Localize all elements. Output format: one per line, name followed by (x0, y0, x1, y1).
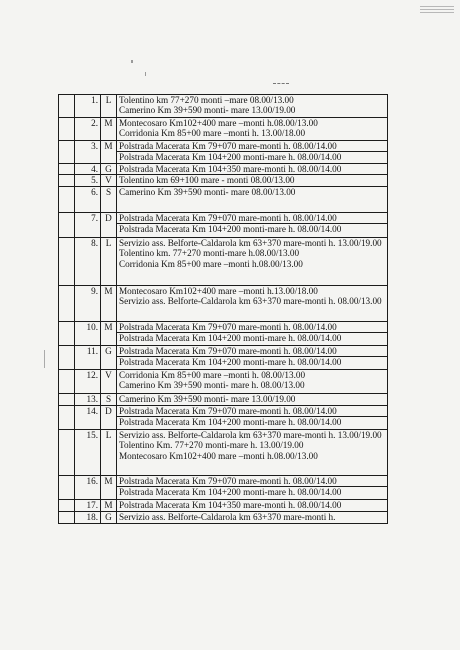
row-number: 16. (75, 476, 101, 500)
row-number: 1. (75, 95, 101, 118)
weekday-letter: M (101, 286, 117, 322)
service-line: Corridonia Km 85+00 mare –monti h. 08.00/13.00 (119, 370, 306, 381)
blank-cell (59, 370, 75, 394)
service-line: Camerino Km 39+590 monti- mare 13.00/19.00 (119, 394, 296, 405)
service-entries (117, 370, 388, 394)
dashed-tick-mark (273, 83, 289, 86)
service-entries (117, 322, 388, 346)
service-entries (117, 430, 388, 476)
service-line: Polstrada Macerata Km 79+070 mare-monti h. 08.00/14.00 (119, 406, 337, 417)
weekday-letter: G (101, 346, 117, 370)
weekday-letter: D (101, 213, 117, 238)
schedule-row (59, 164, 388, 175)
blank-cell (59, 164, 75, 175)
service-line: Servizio ass. Belforte-Caldarola km 63+370 mare-monti h. 13.00/19.00 (119, 238, 382, 249)
schedule-row (59, 322, 388, 346)
weekday-letter: M (101, 141, 117, 164)
schedule-body (59, 95, 388, 524)
service-entries (117, 476, 388, 500)
service-line: Polstrada Macerata Km 104+200 monti-mare h. 08.00/14.00 (119, 224, 342, 235)
service-line: Montecosaro Km102+400 mare –monti h.08.00/13.00 (119, 450, 318, 461)
service-entries (117, 394, 388, 406)
row-number: 2. (75, 118, 101, 141)
weekday-letter: G (101, 512, 117, 524)
service-line: Servizio ass. Belforte-Caldarola km 63+370 mare-monti h. 08.00/13.00 (119, 296, 382, 307)
service-entries (117, 500, 388, 512)
blank-cell (59, 213, 75, 238)
schedule-table (58, 94, 388, 524)
row-number: 13. (75, 394, 101, 406)
service-entries (117, 238, 388, 286)
weekday-letter: V (101, 370, 117, 394)
service-entries (117, 95, 388, 118)
schedule-row (59, 95, 388, 118)
service-line: Servizio ass. Belforte-Caldarola km 63+370 mare-monti h. 13.00/19.00 (119, 430, 382, 441)
schedule-row (59, 406, 388, 430)
weekday-letter: G (101, 164, 117, 175)
weekday-letter: L (101, 238, 117, 286)
blank-cell (59, 322, 75, 346)
row-number: 10. (75, 322, 101, 346)
blank-cell (59, 95, 75, 118)
schedule-row (59, 500, 388, 512)
weekday-letter: L (101, 430, 117, 476)
row-number: 17. (75, 500, 101, 512)
service-line: Polstrada Macerata Km 79+070 mare-monti h. 08.00/14.00 (119, 322, 337, 333)
service-line: Corridonia Km 85+00 mare –monti h. 13.00/18.00 (119, 128, 306, 139)
service-line: Tolentino Km. 77+270 monti-mare h. 13.00/19.00 (119, 440, 304, 451)
weekday-letter: D (101, 406, 117, 430)
row-number: 14. (75, 406, 101, 430)
service-line: Polstrada Macerata Km 79+070 mare-monti h. 08.00/14.00 (119, 141, 337, 151)
service-line: Polstrada Macerata Km 104+200 monti-mare h. 08.00/14.00 (119, 417, 342, 428)
blank-cell (59, 476, 75, 500)
weekday-letter: S (101, 394, 117, 406)
blank-cell (59, 187, 75, 213)
service-entries (117, 164, 388, 175)
service-line: Polstrada Macerata Km 79+070 mare-monti h. 08.00/14.00 (119, 476, 337, 487)
service-line: Polstrada Macerata Km 79+070 mare-monti h. 08.00/14.00 (119, 346, 337, 357)
weekday-letter: M (101, 118, 117, 141)
service-line: Camerino Km 39+590 monti- mare 08.00/13.00 (119, 187, 296, 198)
schedule-row (59, 141, 388, 164)
weekday-letter: M (101, 322, 117, 346)
service-line: Corridonia Km 85+00 mare –monti h.08.00/13.00 (119, 258, 303, 269)
row-number: 11. (75, 346, 101, 370)
schedule-row (59, 476, 388, 500)
service-entries (117, 118, 388, 141)
blank-cell (59, 175, 75, 187)
service-line: Polstrada Macerata Km 104+200 monti-mare h. 08.00/14.00 (119, 357, 342, 368)
schedule-row (59, 346, 388, 370)
blank-cell (59, 286, 75, 322)
weekday-letter: M (101, 476, 117, 500)
service-line: Polstrada Macerata Km 104+350 mare-monti h. 08.00/14.00 (119, 500, 342, 511)
schedule-row (59, 187, 388, 213)
schedule-row (59, 430, 388, 476)
service-line: Polstrada Macerata Km 104+200 monti-mare h. 08.00/14.00 (119, 487, 342, 498)
service-entries (117, 213, 388, 238)
service-line: Polstrada Macerata Km 79+070 mare-monti h. 08.00/14.00 (119, 213, 337, 224)
margin-mark (44, 350, 45, 368)
service-line: Polstrada Macerata Km 104+350 mare-monti h. 08.00/14.00 (119, 164, 342, 174)
service-line: Tolentino km 69+100 mare - monti 08.00/13.00 (119, 175, 295, 186)
row-number: 15. (75, 430, 101, 476)
blank-cell (59, 430, 75, 476)
row-number: 12. (75, 370, 101, 394)
schedule-row (59, 238, 388, 286)
service-line: Montecosaro Km102+400 mare –monti h.08.00/13.00 (119, 118, 318, 128)
weekday-letter: M (101, 500, 117, 512)
service-entries (117, 175, 388, 187)
service-entries (117, 286, 388, 322)
service-line: Servizio ass. Belforte-Caldarola km 63+370 mare-monti h. (119, 512, 336, 523)
blank-cell (59, 346, 75, 370)
blank-cell (59, 500, 75, 512)
blank-cell (59, 512, 75, 524)
blank-cell (59, 118, 75, 141)
scan-speck (131, 60, 133, 63)
schedule-row (59, 512, 388, 524)
header-stamp-mark (420, 6, 454, 20)
scan-speck (145, 72, 146, 76)
row-number: 3. (75, 141, 101, 164)
row-number: 4. (75, 164, 101, 175)
schedule-row (59, 286, 388, 322)
schedule-row (59, 370, 388, 394)
weekday-letter: V (101, 175, 117, 187)
service-line: Tolentino km. 77+270 monti-mare h.08.00/13.00 (119, 248, 300, 259)
row-number: 5. (75, 175, 101, 187)
row-number: 7. (75, 213, 101, 238)
service-entries (117, 406, 388, 430)
service-line: Camerino Km 39+590 monti- mare h. 08.00/13.00 (119, 380, 305, 391)
blank-cell (59, 406, 75, 430)
service-line: Camerino Km 39+590 monti- mare 13.00/19.00 (119, 105, 296, 116)
service-entries (117, 512, 388, 524)
row-number: 18. (75, 512, 101, 524)
service-entries (117, 346, 388, 370)
schedule-row (59, 175, 388, 187)
service-line: Polstrada Macerata Km 104+200 monti-mare h. 08.00/14.00 (119, 152, 342, 163)
weekday-letter: S (101, 187, 117, 213)
blank-cell (59, 141, 75, 164)
schedule-row (59, 118, 388, 141)
schedule-row (59, 394, 388, 406)
schedule-row (59, 213, 388, 238)
service-entries (117, 187, 388, 213)
service-line: Montecosaro Km102+400 mare –monti h.13.00/18.00 (119, 286, 318, 297)
blank-cell (59, 394, 75, 406)
row-number: 6. (75, 187, 101, 213)
service-entries (117, 141, 388, 164)
service-line: Polstrada Macerata Km 104+200 monti-mare h. 08.00/14.00 (119, 333, 342, 344)
weekday-letter: L (101, 95, 117, 118)
blank-cell (59, 238, 75, 286)
service-line: Tolentino km 77+270 monti –mare 08.00/13.00 (119, 95, 294, 105)
row-number: 8. (75, 238, 101, 286)
row-number: 9. (75, 286, 101, 322)
